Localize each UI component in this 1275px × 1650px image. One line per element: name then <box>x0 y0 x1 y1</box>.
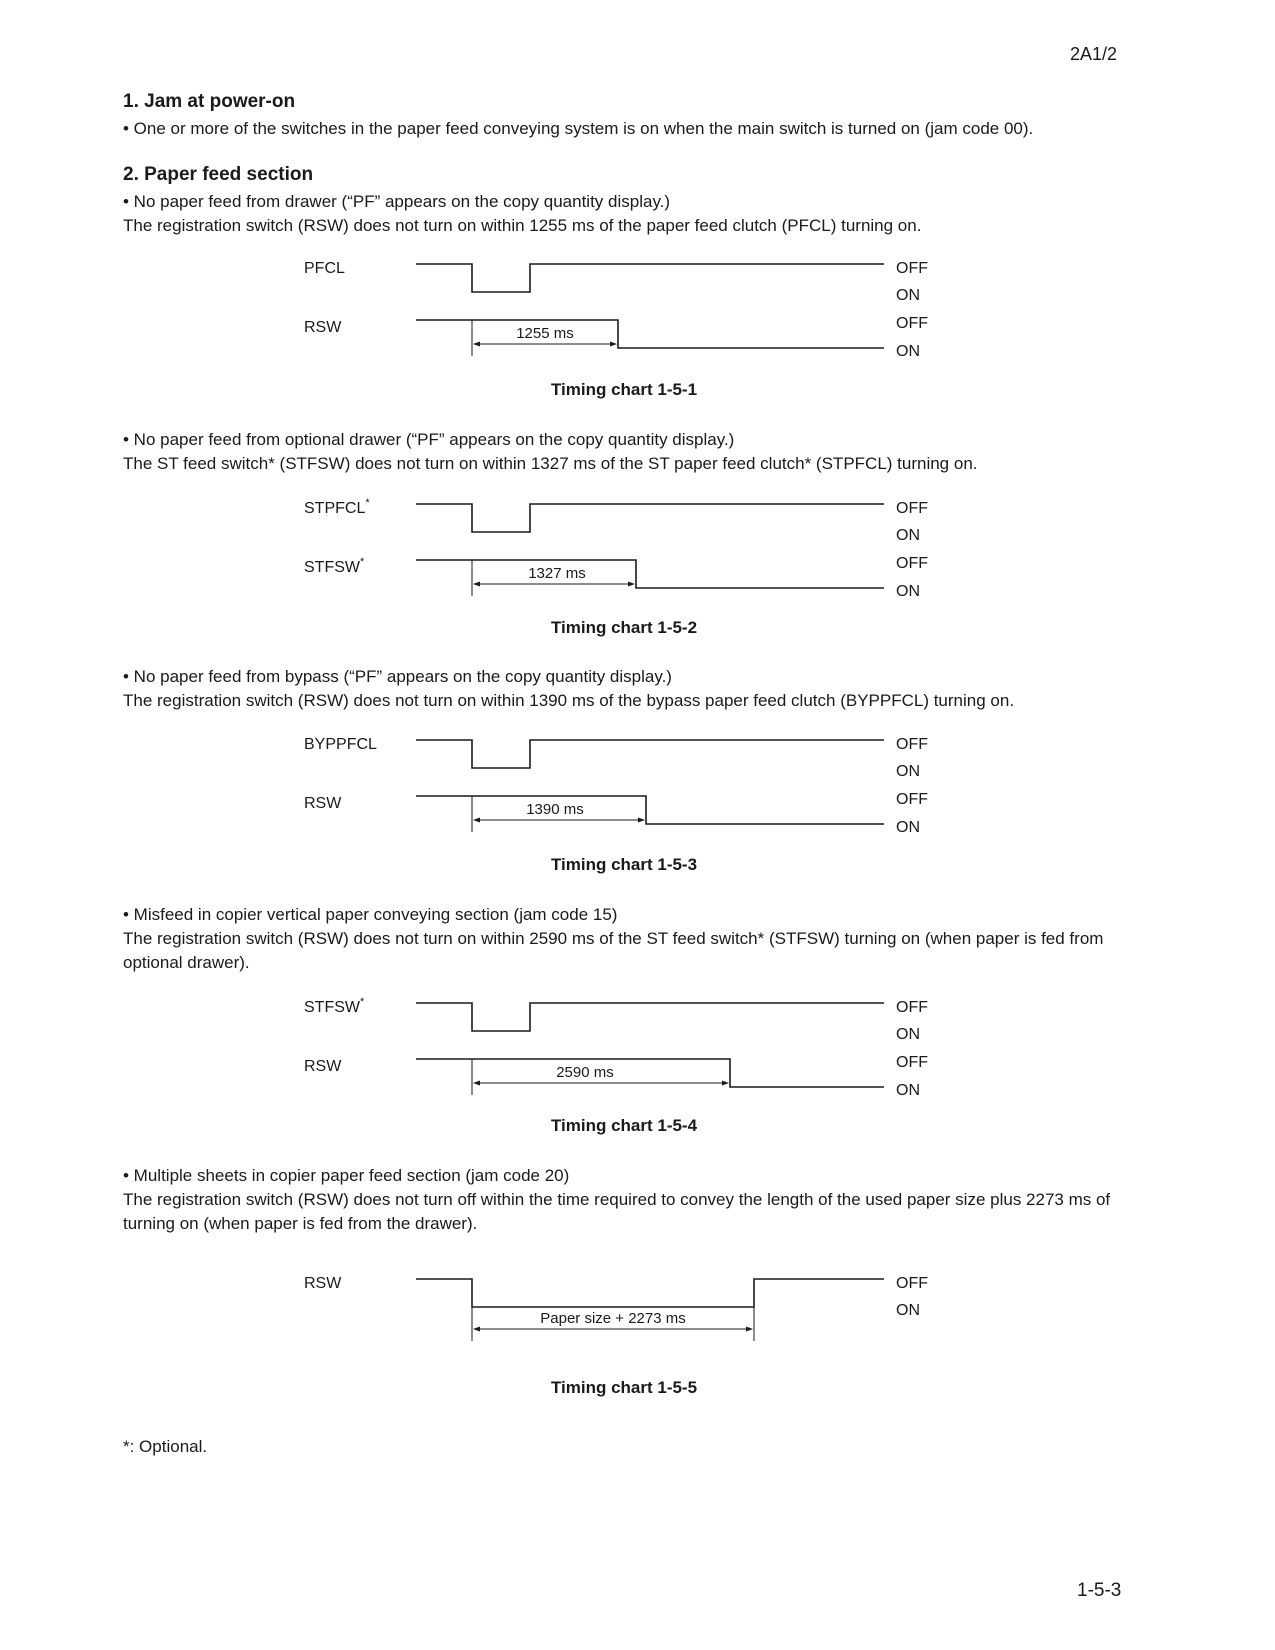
state-on-label: ON <box>896 287 920 304</box>
state-on-label: ON <box>896 763 920 780</box>
optional-asterisk: * <box>360 556 365 568</box>
signal-label-byppfcl: BYPPFCL <box>304 736 377 753</box>
signal-label-stfsw: STFSW* <box>304 996 365 1016</box>
timing-chart-4-caption: Timing chart 1-5-4 <box>550 1116 698 1135</box>
timing-chart-5 <box>300 1265 940 1355</box>
signal-label-rsw: RSW <box>304 795 342 812</box>
signal-label-rsw: RSW <box>304 1275 342 1292</box>
timing-chart-3 <box>300 726 940 846</box>
state-off-label: OFF <box>896 315 928 332</box>
vertical-conveying-bullet: • Misfeed in copier vertical paper conveying section (jam code 15) <box>123 905 618 924</box>
timing-chart-2 <box>300 490 940 610</box>
arrow-head-right <box>746 1327 753 1332</box>
state-off-label: OFF <box>896 791 928 808</box>
duration-label: 2590 ms <box>556 1064 614 1081</box>
arrow-head-right <box>610 342 617 347</box>
multiple-sheets-bullet: • Multiple sheets in copier paper feed section (jam code 20) <box>123 1166 570 1185</box>
signal-label-rsw: RSW <box>304 1058 342 1075</box>
arrow-head-right <box>722 1081 729 1086</box>
arrow-head-left <box>473 342 480 347</box>
state-off-label: OFF <box>896 1275 928 1292</box>
timing-chart-1-caption: Timing chart 1-5-1 <box>550 380 698 399</box>
arrow-head-left <box>473 582 480 587</box>
duration-label: Paper size + 2273 ms <box>540 1310 686 1327</box>
timing-chart-4 <box>300 989 940 1109</box>
drawer-bullet: • No paper feed from drawer (“PF” appears on the copy quantity display.) <box>123 192 671 211</box>
bypass-bullet: • No paper feed from bypass (“PF” appears on the copy quantity display.) <box>123 667 672 686</box>
vertical-conveying-description: The registration switch (RSW) does not turn on within 2590 ms of the ST feed switch* (STFSW) turning on (when paper is fed from optional drawer). <box>123 929 1104 972</box>
stpfcl-waveform <box>416 504 884 532</box>
state-on-label: ON <box>896 1302 920 1319</box>
state-off-label: OFF <box>896 500 928 517</box>
section-1-heading: 1. Jam at power-on <box>123 91 296 112</box>
optional-footnote: *: Optional. <box>123 1437 208 1456</box>
state-off-label: OFF <box>896 999 928 1016</box>
state-off-label: OFF <box>896 1054 928 1071</box>
state-on-label: ON <box>896 1026 920 1043</box>
bypass-description: The registration switch (RSW) does not turn on within 1390 ms of the bypass paper feed clutch (BYPPFCL) turning on. <box>123 691 1015 710</box>
timing-chart-2-caption: Timing chart 1-5-2 <box>550 618 698 637</box>
state-on-label: ON <box>896 583 920 600</box>
signal-label-rsw: RSW <box>304 319 342 336</box>
page-number: 1-5-3 <box>1077 1580 1122 1601</box>
optional-asterisk: * <box>365 497 370 509</box>
arrow-head-left <box>473 1081 480 1086</box>
state-on-label: ON <box>896 819 920 836</box>
state-on-label: ON <box>896 1082 920 1099</box>
signal-label-pfcl: PFCL <box>304 260 345 277</box>
document-code: 2A1/2 <box>1070 44 1118 64</box>
arrow-head-left <box>473 1327 480 1332</box>
multiple-sheets-description: The registration switch (RSW) does not turn off within the time required to convey the length of the used paper size plus 2273 ms of turning on (when paper is fed from the drawer). <box>123 1190 1111 1233</box>
duration-label: 1255 ms <box>516 325 574 342</box>
state-off-label: OFF <box>896 260 928 277</box>
optional-asterisk: * <box>360 996 365 1008</box>
timing-chart-5-caption: Timing chart 1-5-5 <box>550 1378 698 1397</box>
stfsw-waveform <box>416 1003 884 1031</box>
arrow-head-right <box>628 582 635 587</box>
pfcl-waveform <box>416 264 884 292</box>
section-1-bullet: • One or more of the switches in the paper feed conveying system is on when the main switch is turned on (jam code 00). <box>123 119 1034 138</box>
arrow-head-left <box>473 818 480 823</box>
timing-chart-3-caption: Timing chart 1-5-3 <box>550 855 698 874</box>
signal-label-stpfcl: STPFCL* <box>304 497 370 517</box>
state-off-label: OFF <box>896 555 928 572</box>
signal-label-stfsw: STFSW* <box>304 556 365 576</box>
state-on-label: ON <box>896 527 920 544</box>
state-on-label: ON <box>896 343 920 360</box>
rsw-waveform <box>416 1279 884 1307</box>
section-2-heading: 2. Paper feed section <box>123 164 314 185</box>
optional-drawer-bullet: • No paper feed from optional drawer (“PF” appears on the copy quantity display.) <box>123 430 735 449</box>
duration-label: 1327 ms <box>528 565 586 582</box>
duration-label: 1390 ms <box>526 801 584 818</box>
state-off-label: OFF <box>896 736 928 753</box>
arrow-head-right <box>638 818 645 823</box>
optional-drawer-description: The ST feed switch* (STFSW) does not turn on within 1327 ms of the ST paper feed clutch* (STPFCL) turning on. <box>123 454 978 473</box>
drawer-description: The registration switch (RSW) does not turn on within 1255 ms of the paper feed clutch (PFCL) turning on. <box>123 216 922 235</box>
byppfcl-waveform <box>416 740 884 768</box>
timing-chart-1 <box>300 250 940 370</box>
